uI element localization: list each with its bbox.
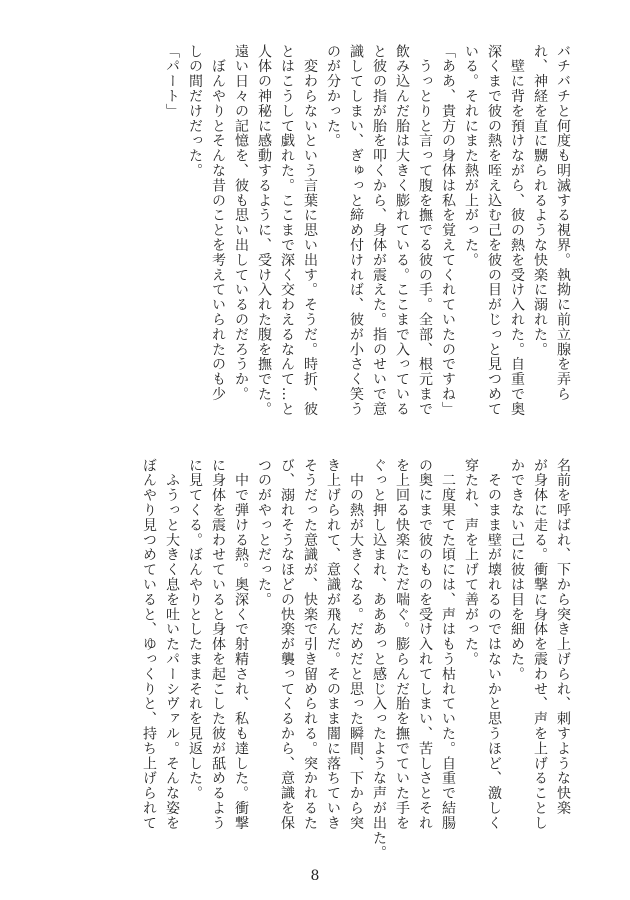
- text-column: しの間だけだった。: [187, 44, 203, 179]
- text-column: 中の熱が大きくなる。だめだと思った瞬間、下から突: [348, 458, 364, 831]
- text-column: に身体を震わせていると身体を起こした彼が舐めるよう: [210, 458, 226, 831]
- text-column: つのがやっとだった。: [256, 458, 272, 607]
- text-column: ぼんやり見つめていると、ゆっくりと、持ち上げられて: [141, 458, 157, 831]
- text-column: そのまま壁が壊れるのではないかと思うほど、激しく: [486, 458, 502, 831]
- text-column: バチバチと何度も明滅する視界。執拗に前立腺を弄ら: [555, 44, 571, 402]
- text-column: 壁に背を預けながら、彼の熱を受け入れた。自重で奥: [509, 44, 525, 417]
- text-column: 変わらないという言葉に思い出す。そうだ。時折、彼: [302, 44, 318, 417]
- text-column: 「ああ、貴方の身体は私を覚えてくれていたのですね」: [440, 44, 456, 417]
- text-column: 中で弾ける熱。奥深くで射精され、私も達した。衝撃: [233, 458, 249, 831]
- text-column: び、溺れそうなほどの快楽が襲ってくるから、意識を保: [279, 458, 295, 831]
- text-column: 穿たれ、声を上げて善がった。: [463, 458, 479, 667]
- text-column: そうだった意識が、快楽で引き留められる。突かれるた: [302, 458, 318, 831]
- text-column: の奥にまで彼のものを受け入れてしまい、苦しさとそれ: [417, 458, 433, 831]
- text-column: ぐっと押し込まれ、あああっと感じ入ったような声が出た。: [371, 458, 387, 861]
- text-column: 名前を呼ばれ、下から突き上げられ、刺すような快楽: [555, 458, 571, 816]
- page-number: 8: [310, 868, 320, 884]
- text-column: のが分かった。: [325, 44, 341, 149]
- text-column: 「パート」: [164, 44, 180, 119]
- text-column: に見てくる。ぼんやりとしたままそれを見返した。: [187, 458, 203, 801]
- top-text-block: [160, 44, 574, 416]
- text-column: 遠い日々の記憶を、彼も思い出しているのだろうか。: [233, 44, 249, 402]
- text-column: ぼんやりとそんな昔のことを考えていられたのも少: [210, 44, 226, 402]
- bottom-text-block: [137, 458, 574, 861]
- text-column: とはこうして戯れた。ここまで深く交わえるなんて…と: [279, 44, 295, 417]
- text-column: かできない己に彼は目を細めた。: [509, 458, 525, 682]
- text-column: 識してしまい、ぎゅっと締め付ければ、彼が小さく笑う: [348, 44, 364, 417]
- text-column: ふうっと大きく息を吐いたパーシヴァル。そんな姿を: [164, 458, 180, 831]
- text-column: が身体に走る。衝撃に身体を震わせ、声を上げることし: [532, 458, 548, 831]
- text-column: を上回る快楽にただ喘ぐ。膨らんだ胎を撫でていた手を: [394, 458, 410, 831]
- text-column: 二度果てた頃には、声はもう枯れていた。自重で結腸: [440, 458, 456, 831]
- text-column: いる。それにまた熱が上がった。: [463, 44, 479, 268]
- text-column: 飲み込んだ胎は大きく膨れている。ここまで入っている: [394, 44, 410, 417]
- text-column: と彼の指が胎を叩くから、身体が震えた。指のせいで意: [371, 44, 387, 417]
- text-column: 人体の神秘に感動するように、受け入れた腹を撫でた。: [256, 44, 272, 417]
- text-column: 深くまで彼の熱を咥え込む己を彼の目がじっと見つめて: [486, 44, 502, 417]
- text-column: うっとりと言って腹を撫でる彼の手。全部、根元まで: [417, 44, 433, 417]
- text-column: れ、神経を直に嬲られるような快楽に溺れた。: [532, 44, 548, 357]
- text-column: き上げられて、意識が飛んだ。そのまま闇に落ちていき: [325, 458, 341, 831]
